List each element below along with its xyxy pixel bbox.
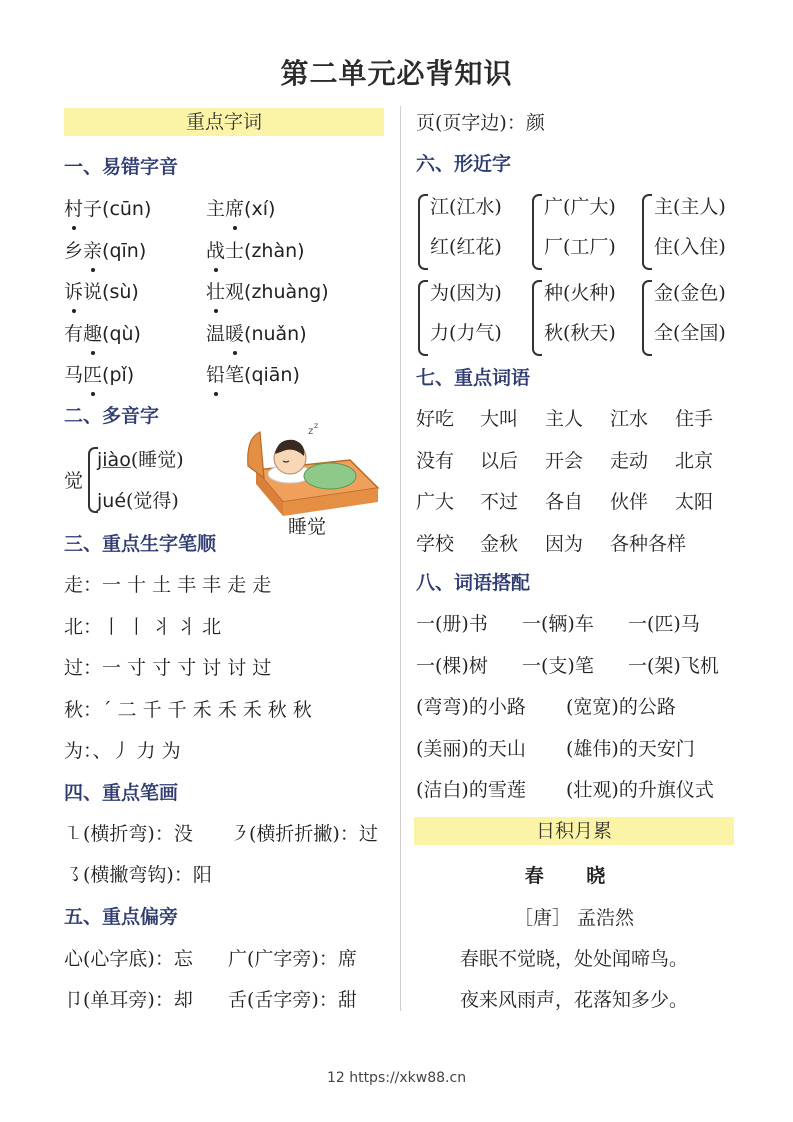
heading-key-strokes: 四、重点笔画 (64, 782, 179, 804)
svg-text:z: z (314, 421, 319, 430)
stroke-item-3: ㇌(横撇弯钩)：阳 (64, 864, 212, 886)
pairing-item: 一(匹)马 (628, 613, 700, 635)
group-brace (642, 280, 652, 356)
pairing-item: (雄伟)的天安门 (566, 737, 695, 760)
vocab-word: 伙伴 (610, 491, 649, 513)
heading-polyphone: 二、多音字 (64, 405, 160, 427)
pronunciation-item (64, 236, 146, 263)
pairing-item: (美丽)的天山 (416, 737, 526, 760)
similar-char-item: 全(全国) (654, 322, 726, 344)
heading-similar-chars: 六、形近字 (416, 153, 512, 175)
similar-char-item: 住(入住) (654, 236, 726, 258)
pinyin: (pǐ) (102, 364, 135, 386)
vocab-word: 学校 (416, 532, 455, 555)
similar-char-item: 江(江水) (430, 196, 502, 218)
similar-char-item: 广(广大) (544, 196, 616, 218)
vocab-word: 太阳 (675, 491, 714, 513)
word-char: 匹 (83, 360, 102, 387)
pairing-item: (壮观)的升旗仪式 (566, 779, 714, 801)
polyphone-line-1 (97, 445, 184, 472)
vocab-word: 北京 (675, 449, 714, 472)
pronunciation-item (206, 360, 300, 387)
banner-key-words: 重点字词 (64, 108, 384, 136)
vocab-word: 主人 (545, 408, 584, 430)
poem-line-1: 春眠不觉晓，处处闻啼鸟。 (459, 948, 688, 970)
similar-char-group (416, 192, 526, 272)
word-char: 有 (64, 322, 84, 345)
poem-line-2: 夜来风雨声，花落知多少。 (459, 989, 688, 1011)
group-brace (532, 280, 542, 356)
similar-char-group (640, 278, 750, 358)
radical-item-4: 舌(舌字旁)：甜 (228, 989, 357, 1011)
pronunciation-item (206, 194, 275, 221)
pairing-item: 一(册)书 (416, 613, 488, 635)
radical-item-3: 卩(单耳旁)：却 (64, 989, 193, 1011)
vocab-word: 各自 (545, 491, 584, 513)
word-char: 铅 (206, 360, 225, 387)
illustration-caption: 睡觉 (288, 516, 327, 538)
column-divider (400, 106, 401, 1011)
word-char: 子 (83, 198, 103, 220)
heading-word-pairing: 八、词语搭配 (416, 572, 531, 594)
similar-char-item: 金(金色) (654, 282, 726, 304)
polyphone-example-2: (觉得) (126, 490, 179, 512)
pairing-item: (宽宽)的公路 (566, 696, 676, 718)
heading-radicals: 五、重点偏旁 (64, 906, 179, 928)
polyphone-char: 觉 (64, 470, 84, 492)
heading-stroke-order: 三、重点生字笔顺 (64, 533, 217, 555)
word-char: 笔 (225, 364, 245, 386)
word-char: 观 (225, 281, 245, 303)
vocab-word: 各种各样 (610, 532, 687, 555)
similar-char-item: 厂(工厂) (544, 236, 616, 258)
word-char: 亲 (83, 236, 102, 263)
word-char: 马 (64, 364, 84, 386)
stroke-order-row: 秋：´ 二 千 千 禾 禾 禾 秋 秋 (64, 698, 312, 721)
stroke-item-1: ㇅(横折弯)：没 (64, 823, 193, 845)
stroke-order-row: 为：、丿 力 为 (64, 740, 181, 762)
word-char: 村 (64, 194, 83, 221)
group-brace (642, 194, 652, 270)
similar-char-item: 秋(秋天) (544, 322, 616, 344)
pinyin: (nuǎn) (244, 322, 307, 345)
pronunciation-item (206, 277, 329, 304)
word-char: 主 (206, 198, 226, 220)
pronunciation-item (64, 360, 134, 387)
group-brace (418, 280, 428, 356)
pinyin: (xí) (244, 198, 276, 220)
page-footer: 12 https://xkw88.cn (326, 1070, 467, 1086)
pairing-item: 一(架)飞机 (628, 654, 719, 677)
sleeping-boy-illustration (238, 418, 383, 518)
poem-author: ［唐］ 孟浩然 (513, 907, 635, 929)
word-char: 乡 (64, 239, 84, 262)
similar-char-item: 红(红花) (430, 236, 502, 258)
vocab-word: 好吃 (416, 408, 455, 430)
word-char: 温 (206, 322, 226, 345)
vocab-word: 住手 (675, 408, 714, 430)
pinyin: (zhàn) (244, 239, 305, 262)
poem-title: 春 晓 (524, 865, 624, 887)
pinyin: (zhuàng) (244, 281, 329, 303)
polyphone-example-1: (睡觉) (130, 449, 184, 471)
vocab-word: 没有 (416, 449, 455, 472)
vocab-word: 因为 (545, 532, 584, 555)
polyphone-reading-2: jué (97, 490, 127, 512)
group-brace (532, 194, 542, 270)
vocab-word: 广大 (416, 491, 455, 513)
pairing-item: 一(辆)车 (522, 613, 594, 635)
stroke-item-2: ㇋(横折折撇)：过 (230, 823, 378, 845)
radical-item-2: 广(广字旁)：席 (228, 948, 357, 970)
page-title: 第二单元必背知识 (280, 57, 513, 90)
polyphone-line-2 (97, 486, 179, 513)
pronunciation-item (206, 319, 307, 346)
pinyin: (sù) (102, 281, 139, 303)
similar-char-group (530, 192, 640, 272)
vocab-word: 金秋 (480, 532, 519, 555)
similar-char-item: 为(因为) (430, 282, 502, 304)
vocab-word: 以后 (480, 449, 519, 472)
word-char: 壮 (206, 277, 225, 304)
vocab-word: 开会 (545, 449, 584, 472)
pinyin: (qīn) (102, 239, 147, 262)
pairing-item: 一(支)笔 (522, 654, 594, 677)
heading-pronunciation: 一、易错字音 (64, 156, 179, 178)
pronunciation-item (206, 236, 305, 263)
word-char: 席 (225, 194, 244, 221)
similar-char-group (530, 278, 640, 358)
similar-char-item: 力(力气) (430, 322, 502, 344)
pinyin: (qiān) (244, 364, 300, 386)
word-char: 暖 (225, 319, 244, 346)
radical-item-1: 心(心字底)：忘 (64, 948, 193, 970)
pronunciation-item (64, 277, 139, 304)
pairing-item: 一(棵)树 (416, 654, 488, 677)
similar-char-group (640, 192, 750, 272)
group-brace (418, 194, 428, 270)
pronunciation-item (64, 319, 141, 346)
stroke-order-row: 北：丨 丨 丬 丬 北 (64, 615, 222, 638)
svg-text:z: z (308, 426, 314, 437)
word-char: 战 (206, 236, 225, 263)
pinyin: (qù) (102, 322, 141, 345)
similar-char-item: 主(主人) (654, 196, 726, 218)
banner-daily-accumulation: 日积月累 (414, 817, 734, 845)
stroke-order-row: 过：一 寸 寸 寸 讨 讨 过 (64, 657, 272, 679)
similar-char-group (416, 278, 526, 358)
word-char: 趣 (83, 319, 102, 346)
similar-char-item: 种(火种) (544, 282, 616, 304)
word-char: 士 (225, 239, 245, 262)
stroke-order-row: 走：一 十 土 丰 丰 走 走 (64, 574, 272, 596)
vocab-word: 江水 (610, 408, 649, 430)
pinyin: (cūn) (102, 198, 152, 220)
pairing-item: (弯弯)的小路 (416, 696, 526, 718)
radical-item-5: 页(页字边)：颜 (416, 112, 545, 134)
vocab-word: 大叫 (480, 408, 519, 430)
pronunciation-item (64, 194, 151, 221)
vocab-word: 不过 (480, 491, 519, 513)
pairing-item: (洁白)的雪莲 (416, 779, 526, 801)
word-char: 诉 (64, 277, 83, 304)
vocab-word: 走动 (610, 449, 649, 472)
word-char: 说 (83, 281, 103, 303)
heading-key-vocab: 七、重点词语 (416, 367, 531, 389)
polyphone-reading-1: jiào (97, 449, 131, 471)
